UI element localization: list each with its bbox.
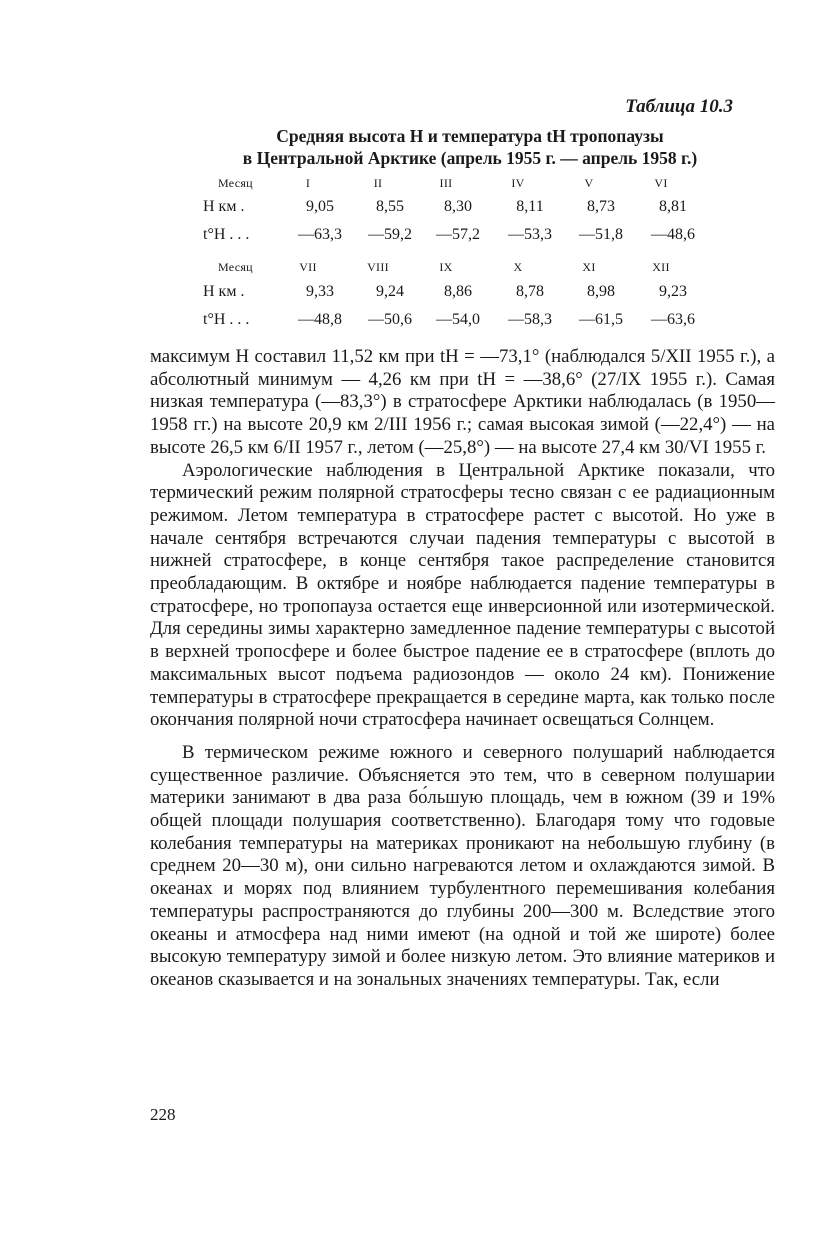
month-header-label: Месяц <box>218 260 253 274</box>
height-value: 8,73 <box>587 198 615 215</box>
row-label-temperature: t°H . . . <box>203 226 250 243</box>
height-value: 9,24 <box>376 283 404 300</box>
row-label-temperature: t°H . . . <box>203 311 250 328</box>
height-value: 8,11 <box>516 198 544 215</box>
height-value: 8,81 <box>659 198 687 215</box>
table-caption <box>190 125 750 169</box>
height-value: 9,05 <box>306 198 334 215</box>
month-header: VII <box>299 260 317 274</box>
temperature-value: —61,5 <box>579 311 623 328</box>
temperature-value: —63,3 <box>298 226 342 243</box>
height-value: 8,78 <box>516 283 544 300</box>
temperature-value: —48,6 <box>651 226 695 243</box>
row-label-height: H км . <box>203 198 245 215</box>
table-caption-line-1: Средняя высота H и температура tH тропопаузы <box>276 126 664 146</box>
height-value: 8,55 <box>376 198 404 215</box>
height-value: 9,23 <box>659 283 687 300</box>
paragraph-1: максимум H составил 11,52 км при tH = —73,1° (наблюдался 5/XII 1955 г.), а абсолютный минимум — 4,26 км при tH = —38,6° (27/IX 1955 г.). Самая низкая температура (—83,3°) в стратосфере Арктики наблюдалась (в 1950—1958 гг.) на высоте 20,9 км 2/III 1956 г.; самая высокая зимой (—22,4°) — на высоте 26,5 км 6/II 1957 г., летом (—25,8°) — на высоте 27,4 км 30/VI 1955 г. <box>150 346 775 458</box>
month-header: VI <box>654 176 668 190</box>
month-header: XII <box>652 260 670 274</box>
month-header: V <box>584 176 594 190</box>
month-header: X <box>513 260 523 274</box>
temperature-value: —50,6 <box>368 311 412 328</box>
month-header: III <box>439 176 453 190</box>
page-number: 228 <box>150 1105 176 1124</box>
temperature-value: —58,3 <box>508 311 552 328</box>
body-text <box>150 346 775 992</box>
temperature-value: —63,6 <box>651 311 695 328</box>
table-caption-line-2: в Центральной Арктике (апрель 1955 г. — апрель 1958 г.) <box>242 148 698 168</box>
height-value: 8,86 <box>444 283 472 300</box>
month-header: IX <box>439 260 453 274</box>
month-header: XI <box>582 260 596 274</box>
temperature-value: —51,8 <box>579 226 623 243</box>
month-header: VIII <box>367 260 389 274</box>
temperature-value: —59,2 <box>368 226 412 243</box>
temperature-value: —53,3 <box>508 226 552 243</box>
height-value: 9,33 <box>306 283 334 300</box>
paragraph-3: В термическом режиме южного и северного полушарий наблюдается существенное различие. Объясняется это тем, что в северном полушарии материки занимают в два раза бо́льшую площадь, чем в южном (39 и 19% общей площади полушария соответственно). Благодаря тому что годовые колебания температуры на материках проникают на небольшую глубину (в среднем 20—30 м), они сильно нагреваются летом и охлаждаются зимой. В океанах и морях под влиянием турбулентного перемешивания колебания температуры распространяются до глубины 200—300 м. Вследствие этого океаны и атмосфера над ними имеют (на одной и той же широте) более высокую температуру зимой и более низкую летом. Это влияние материков и океанов сказывается и на зональных значениях температуры. Так, если <box>150 741 775 990</box>
height-value: 8,98 <box>587 283 615 300</box>
temperature-value: —57,2 <box>436 226 480 243</box>
month-header-label: Месяц <box>218 176 253 190</box>
paragraph-2: Аэрологические наблюдения в Центральной Арктике показали, что термический режим полярной стратосферы тесно связан с ее радиационным режимом. Летом температура в стратосфере растет с высотой. Но уже в начале сентября встречаются случаи падения температуры с высотой в нижней стратосфере, в конце сентября такое распределение становится преобладающим. В октябре и ноябре наблюдается падение температуры в стратосфере, но тропопауза остается еще инверсионной или изотермической. Для середины зимы характерно замедленное падение температуры с высотой в верхней тропосфере и более быстрое падение ее в стратосфере (вплоть до максимальных высот подъема радиозондов — около 24 км). Понижение температуры в стратосфере прекращается в середине марта, как только после окончания полярной ночи стратосфера начинает освещаться Солнцем. <box>150 459 775 731</box>
table-label: Таблица 10.3 <box>625 96 733 117</box>
height-value: 8,30 <box>444 198 472 215</box>
temperature-value: —54,0 <box>436 311 480 328</box>
month-header: IV <box>511 176 525 190</box>
temperature-value: —48,8 <box>298 311 342 328</box>
row-label-height: H км . <box>203 283 245 300</box>
month-header: II <box>373 176 383 190</box>
month-header: I <box>305 176 311 190</box>
